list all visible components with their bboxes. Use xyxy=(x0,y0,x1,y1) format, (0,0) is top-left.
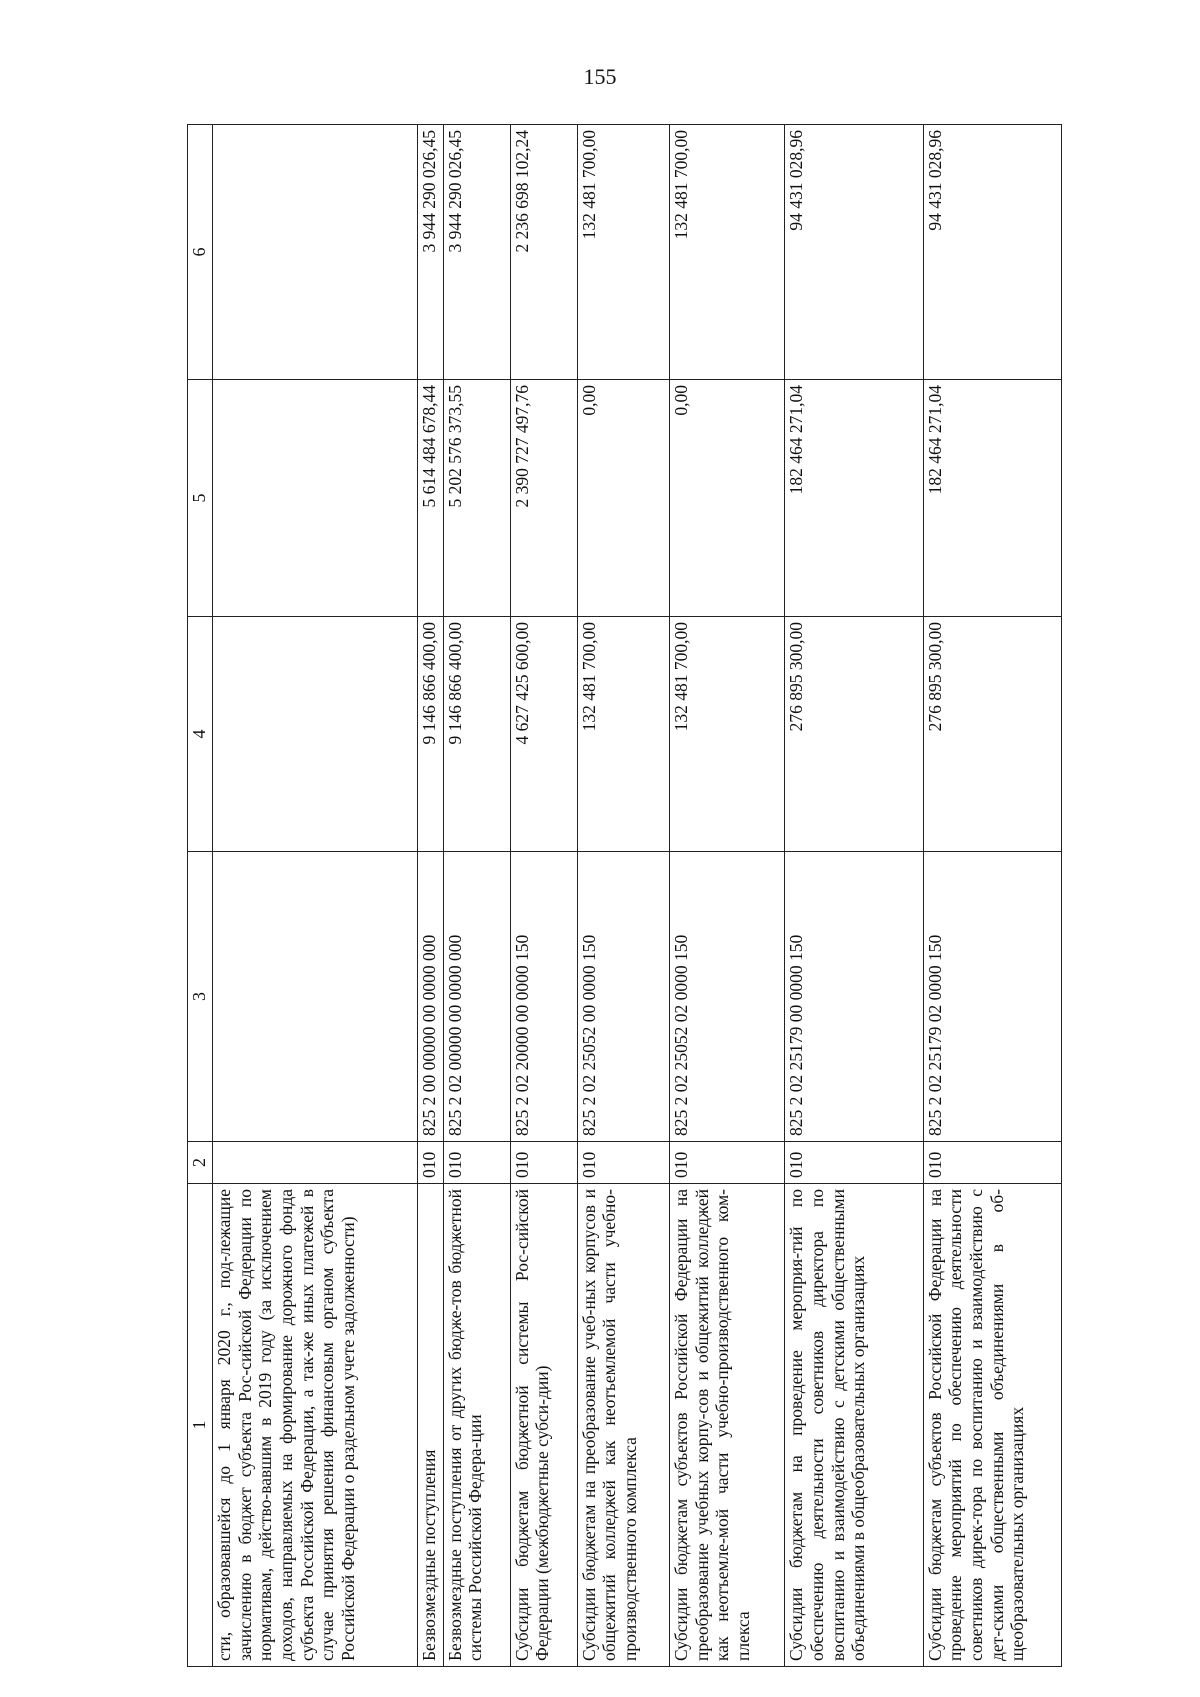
row-col6: 132 481 700,00 xyxy=(577,125,669,380)
table-header-row xyxy=(188,125,213,1667)
row-kbk: 825 2 00 00000 00 0000 000 xyxy=(418,852,443,1142)
row-col5: 182 464 271,04 xyxy=(785,380,923,617)
row-col6 xyxy=(213,125,418,380)
row-code xyxy=(213,1142,418,1184)
row-col5: 182 464 271,04 xyxy=(923,380,1061,617)
header-col-1: 1 xyxy=(188,1184,213,1667)
rotated-table-container xyxy=(187,125,1062,1667)
row-col6: 3 944 290 026,45 xyxy=(418,125,443,380)
row-name: Безвозмездные поступления xyxy=(418,1184,443,1667)
row-col4: 276 895 300,00 xyxy=(785,617,923,852)
row-name: Субсидии бюджетам субъектов Российской Федерации на преобразование учебных корпу-сов и общежитий колледжей как неотъемле-мой части учебно-производственного ком-плекса xyxy=(669,1184,784,1667)
row-col4: 9 146 866 400,00 xyxy=(443,617,510,852)
row-col6: 94 431 028,96 xyxy=(785,125,923,380)
header-col-6: 6 xyxy=(188,125,213,380)
row-col5: 0,00 xyxy=(577,380,669,617)
row-kbk: 825 2 02 25052 00 0000 150 xyxy=(577,852,669,1142)
row-code: 010 xyxy=(418,1142,443,1184)
row-kbk: 825 2 02 00000 00 0000 000 xyxy=(443,852,510,1142)
table-row xyxy=(669,125,784,1667)
row-code: 010 xyxy=(510,1142,577,1184)
row-col5: 2 390 727 497,76 xyxy=(510,380,577,617)
row-col6: 132 481 700,00 xyxy=(669,125,784,380)
row-kbk: 825 2 02 25052 02 0000 150 xyxy=(669,852,784,1142)
page-number: 155 xyxy=(583,64,617,89)
table-row xyxy=(443,125,510,1667)
header-col-2: 2 xyxy=(188,1142,213,1184)
row-col6: 3 944 290 026,45 xyxy=(443,125,510,380)
table-row xyxy=(923,125,1061,1667)
row-col6: 2 236 698 102,24 xyxy=(510,125,577,380)
budget-table xyxy=(187,124,1062,1667)
row-col4 xyxy=(213,617,418,852)
row-col4: 4 627 425 600,00 xyxy=(510,617,577,852)
row-col4: 132 481 700,00 xyxy=(577,617,669,852)
row-col5 xyxy=(213,380,418,617)
row-col5: 5 614 484 678,44 xyxy=(418,380,443,617)
row-kbk: 825 2 02 25179 02 0000 150 xyxy=(923,852,1061,1142)
table-row xyxy=(577,125,669,1667)
table-row xyxy=(213,125,418,1667)
row-code: 010 xyxy=(577,1142,669,1184)
row-col5: 0,00 xyxy=(669,380,784,617)
row-kbk xyxy=(213,852,418,1142)
row-code: 010 xyxy=(669,1142,784,1184)
row-col4: 276 895 300,00 xyxy=(923,617,1061,852)
row-col4: 9 146 866 400,00 xyxy=(418,617,443,852)
row-kbk: 825 2 02 20000 00 0000 150 xyxy=(510,852,577,1142)
table-row xyxy=(418,125,443,1667)
row-name: Субсидии бюджетам субъектов Российской Федерации на проведение мероприятий по обеспечению деятельности советников дирек-тора по воспитанию и взаимодействию с дет-скими общественными объединениями в об-щеобразовательных организациях xyxy=(923,1184,1061,1667)
row-name: Субсидии бюджетам на проведение мероприя-тий по обеспечению деятельности советников директора по воспитанию и взаимодействию с детскими общественными объединениями в общеобразовательных организациях xyxy=(785,1184,923,1667)
row-name: сти, образовавшейся до 1 января 2020 г., под-лежащие зачислению в бюджет субъекта Рос-сийской Федерации по нормативам, действо-вавшим в 2019 году (за исключением доходов, направляемых на формирование дорожного фонда субъекта Российской Федерации, а так-же иных платежей в случае принятия решения финансовым органом субъекта Российской Федерации о раздельном учете задолженности) xyxy=(213,1184,418,1667)
row-name: Субсидии бюджетам на преобразование учеб-ных корпусов и общежитий колледжей как неотъемлемой части учебно-производственного комплекса xyxy=(577,1184,669,1667)
header-col-5: 5 xyxy=(188,380,213,617)
row-col4: 132 481 700,00 xyxy=(669,617,784,852)
row-col6: 94 431 028,96 xyxy=(923,125,1061,380)
row-code: 010 xyxy=(785,1142,923,1184)
row-code: 010 xyxy=(443,1142,510,1184)
row-col5: 5 202 576 373,55 xyxy=(443,380,510,617)
row-kbk: 825 2 02 25179 00 0000 150 xyxy=(785,852,923,1142)
table-row xyxy=(510,125,577,1667)
header-col-4: 4 xyxy=(188,617,213,852)
row-name: Субсидии бюджетам бюджетной системы Рос-сийской Федерации (межбюджетные субси-дии) xyxy=(510,1184,577,1667)
header-col-3: 3 xyxy=(188,852,213,1142)
row-code: 010 xyxy=(923,1142,1061,1184)
row-name: Безвозмездные поступления от других бюдже-тов бюджетной системы Российской Федера-ции xyxy=(443,1184,510,1667)
table-row xyxy=(785,125,923,1667)
